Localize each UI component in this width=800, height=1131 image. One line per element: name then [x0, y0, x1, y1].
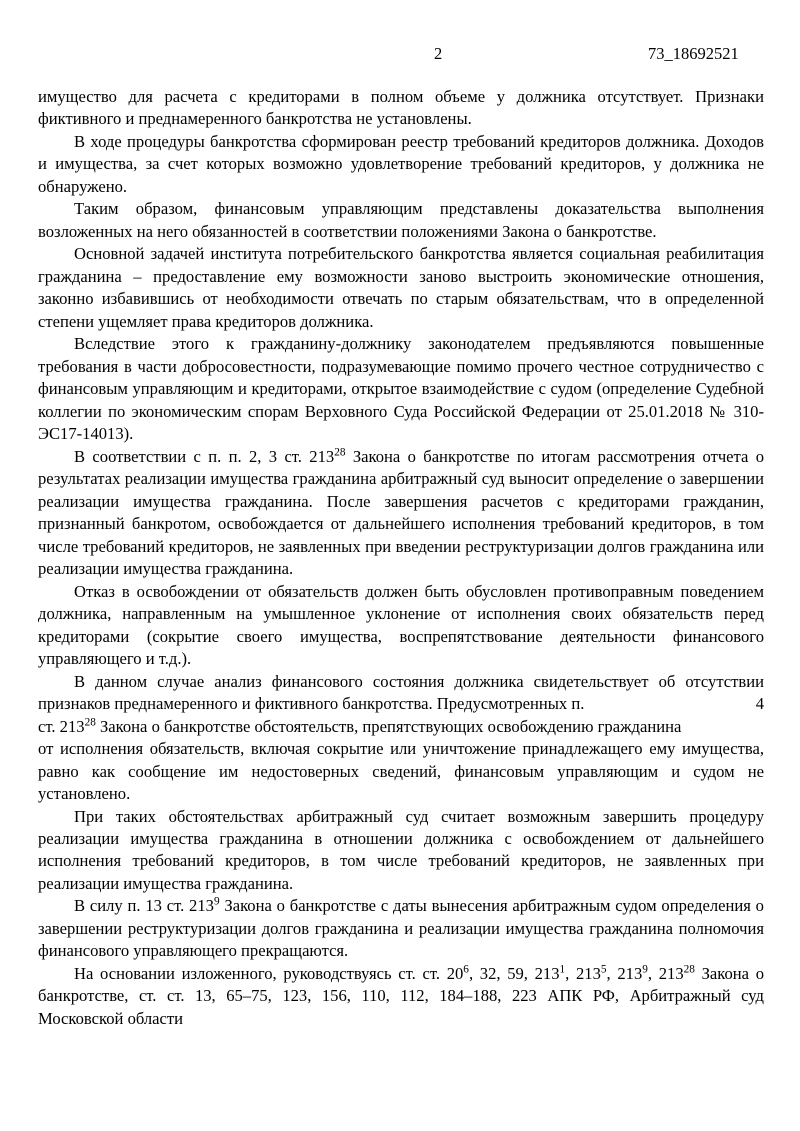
paragraph-5: Вследствие этого к гражданину-должнику законодателем предъявляются повышенные требования в части добросовестности, подразумевающие помимо прочего честное сотрудничество с финансовым управляющим и кредиторами, открытое взаимодействие с судом (определение Судебной коллегии по экономическим спорам Верховного Суда Российской Федерации от 25.01.2018 № 310-ЭС17-14013).: [38, 334, 764, 444]
paragraph-9: ст. $213^{28}$ Закона о банкротстве обстоятельств, препятствующих освобождению гражданина: [38, 716, 682, 736]
paragraph-4: Основной задачей института потребительского банкротства является социальная реабилитация гражданина – предоставление ему возможности заново выстроить экономические отношения, законно избавившись от необходимости отвечать по старым обязательствам, что в определенной степени ущемляет права кредиторов должника.: [38, 244, 764, 331]
page-number: 2: [434, 44, 443, 63]
document-code: 73_18692521: [648, 44, 739, 63]
paragraph-2: В ходе процедуры банкротства сформирован реестр требований кредиторов должника. Доходов и имущества, за счет которых возможно удовлетворение требований кредиторов, у должника не обнаружено.: [38, 131, 764, 196]
paragraph-11: При таких обстоятельствах арбитражный суд считает возможным завершить процедуру реализации имущества гражданина в отношении должника с освобождением от дальнейшего исполнения требований кредиторов, в том числе требований кредиторов, не заявленных при реализации имущества гражданина.: [38, 806, 764, 893]
paragraph-3: Таким образом, финансовым управляющим представлены доказательства выполнения возложенных на него обязанностей в соответствии положениями Закона о банкротстве.: [38, 199, 764, 241]
document-body: [38, 86, 764, 1030]
paragraph-13: На основании изложенного, руководствуясь ст. ст. $20^6$, 32, 59, $213^1$, $213^5$, $213^9$, $213^{28}$ Закона о банкротстве, ст. ст. 13, 65–75, 123, 156, 110, 112, 184–188, 223 АПК РФ, Арбитражный суд Московской области: [38, 963, 765, 1028]
paragraph-1: имущество для расчета с кредиторами в полном объеме у должника отсутствует. Признаки фиктивного и преднамеренного банкротства не установлены.: [38, 87, 764, 129]
paragraph-10: от исполнения обязательств, включая сокрытие или уничтожение принадлежащего ему имущества, равно как сообщение им недостоверных сведений, финансовым управляющим и судом не установлено.: [38, 739, 764, 804]
paragraph-6: В соответствии с п. п. 2, 3 ст. $213^{28}$ Закона о банкротстве по итогам рассмотрения отчета о результатах реализации имущества гражданина арбитражный суд выносит определение о завершении реализации имущества гражданина. После завершения расчетов с кредиторами гражданин, признанный банкротом, освобождается от дальнейшего исполнения требований кредиторов, в том числе требований кредиторов, не заявленных при введении реструктуризации долгов гражданина или реализации имущества гражданина.: [38, 446, 764, 579]
paragraph-7: Отказ в освобождении от обязательств должен быть обусловлен противоправным поведением должника, направленным на умышленное уклонение от исполнения своих обязательств перед кредиторами (сокрытие своего имущества, воспрепятствование деятельности финансового управляющего и т.д.).: [38, 581, 764, 669]
page-header: [38, 44, 764, 70]
paragraph-12: В силу п. 13 ст. $213^9$ Закона о банкротстве с даты вынесения арбитражным судом определения о завершении реструктуризации долгов гражданина и реализации имущества гражданина полномочия финансового управляющего прекращаются.: [38, 895, 764, 961]
paragraph-8: В данном случае анализ финансового состояния должника свидетельствует об отсутствии признаков преднамеренного и фиктивного банкротства. Предусмотренных п. 4: [38, 671, 764, 714]
